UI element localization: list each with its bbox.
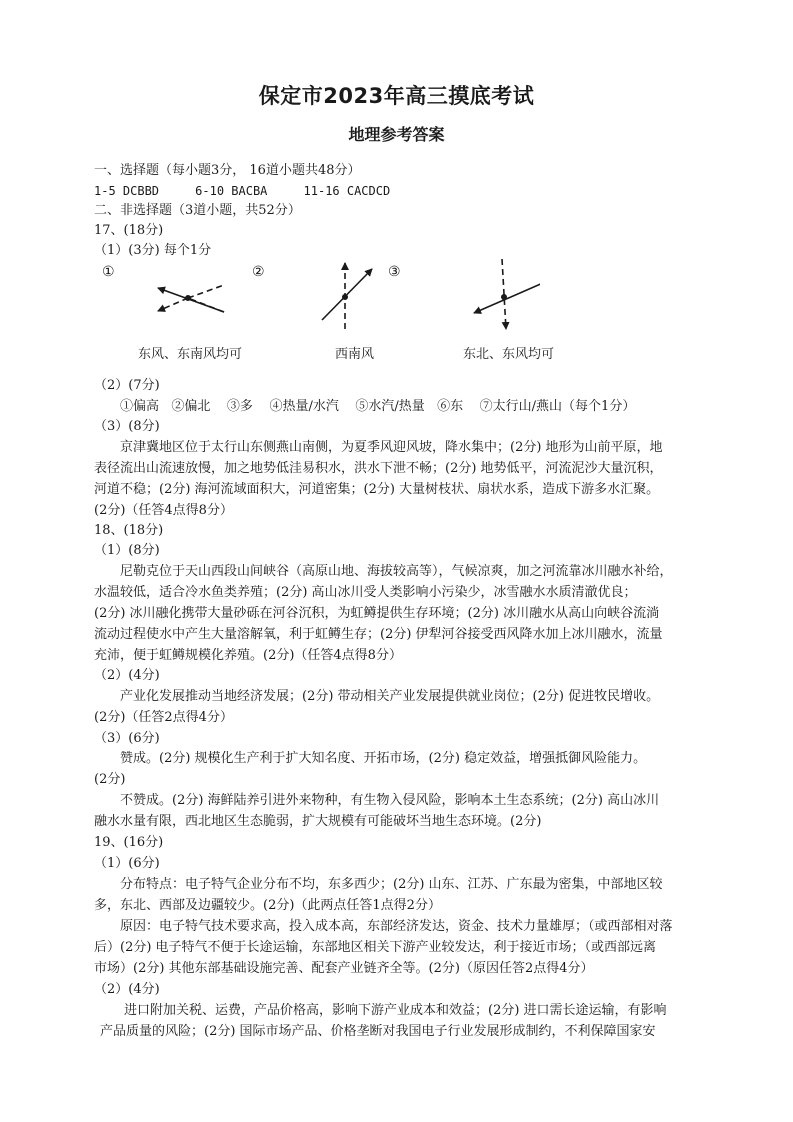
q18-heading: 18、(18分) xyxy=(94,523,164,538)
q18-part2-line: (2分)（任答2点得4分） xyxy=(94,710,233,725)
q17-part3-line: 表径流出山流速放慢，加之地势低洼易积水，洪水下泄不畅；(2分) 地势低平，河流泥沙大量沉积， xyxy=(94,461,663,476)
diagram-num-1: ① xyxy=(102,264,115,280)
q19-part2-line: 产品质量的风险；(2分) 国际市场产品、价格垄断对我国电子行业发展形成制约，不利保障国家安 xyxy=(100,1024,656,1039)
q18-part3-line: 融水水量有限，西北地区生态脆弱，扩大规模有可能破坏当地生态环境。(2分) xyxy=(94,814,542,829)
section1-heading: 一、选择题（每小题3分， 16道小题共48分） xyxy=(94,163,361,178)
q17-part3-line: 京津冀地区位于太行山东侧燕山南侧，为夏季风迎风坡，降水集中；(2分) 地形为山前平原，地 xyxy=(120,440,663,455)
q18-part3-heading: （3）(6分) xyxy=(94,731,160,746)
q19-part1-line: 市场）(2分) 其他东部基础设施完善、配套产业链齐全等。(2分)（原因任答2点得4分） xyxy=(94,961,594,976)
q18-part3-line: (2分) xyxy=(94,772,126,787)
q19-part1-line: 后）(2分) 电子特气不便于长途运输，东部地区相关下游产业较发达，利于接近市场；（或西部远离 xyxy=(94,940,657,955)
q18-part1-line: 流动过程使水中产生大量溶解氧，利于虹鳟生存；(2分) 伊犁河谷接受西风降水加上冰川融水，流量 xyxy=(94,627,663,642)
q19-part2-heading: （2）(4分) xyxy=(94,982,160,997)
wind-direction-diagram xyxy=(140,255,540,335)
diagram-num-3: ③ xyxy=(388,264,401,280)
q17-part1-heading: （1）(3分) 每个1分 xyxy=(94,243,212,258)
q18-part1-line: 尼勒克位于天山西段山间峡谷（高原山地、海拔较高等），气候凉爽，加之河流靠冰川融水补给， xyxy=(120,564,673,579)
q19-part1-line: 分布特点：电子特气企业分布不均，东多西少；(2分) 山东、江苏、广东最为密集，中部地区较 xyxy=(120,877,663,892)
wind-arrow-2 xyxy=(322,263,372,329)
page-subtitle: 地理参考答案 xyxy=(348,125,445,144)
q17-part3-heading: （3）(8分) xyxy=(94,419,160,434)
q19-heading: 19、(16分) xyxy=(94,835,164,850)
wind-arrow-3 xyxy=(474,259,540,329)
q19-part1-heading: （1）(6分) xyxy=(94,856,160,871)
q17-part3-line: (2分)（任答4点得8分） xyxy=(94,503,233,518)
q18-part1-line: 水温较低，适合冷水鱼类养殖；(2分) 高山冰川受人类影响小污染少，冰雪融水水质清澈优良； xyxy=(94,585,637,600)
q17-part2-heading: （2）(7分) xyxy=(94,378,160,393)
section2-heading: 二、非选择题（3道小题，共52分） xyxy=(94,203,301,218)
q18-part3-line: 赞成。(2分) 规模化生产利于扩大知名度、开拓市场，(2分) 稳定效益，增强抵御风险能力。 xyxy=(120,751,647,766)
q18-part3-line: 不赞成。(2分) 海鲜陆养引进外来物种，有生物入侵风险，影响本土生态系统；(2分) 高山冰川 xyxy=(120,793,660,808)
q19-part1-line: 多，东北、西部及边疆较少。(2分)（此两点任答1点得2分） xyxy=(94,898,441,913)
q17-heading: 17、(18分) xyxy=(94,223,164,238)
q18-part1-line: (2分) 冰川融化携带大量砂砾在河谷沉积，为虹鳟提供生存环境；(2分) 冰川融水从高山向峡谷流淌 xyxy=(94,606,660,621)
diagram-label-1: 东风、东南风均可 xyxy=(138,347,243,362)
diagram-num-2: ② xyxy=(252,264,265,280)
wind-arrow-1 xyxy=(158,285,224,312)
diagram-label-2: 西南风 xyxy=(335,347,375,362)
q18-part1-line: 充沛，便于虹鳟规模化养殖。(2分)（任答4点得8分） xyxy=(94,648,402,663)
section1-answers: 1-5 DCBBD 6-10 BACBA 11-16 CACDCD xyxy=(94,184,391,198)
q17-part3-line: 河道不稳；(2分) 海河流域面积大，河道密集；(2分) 大量树枝状、扇状水系，造成下游多水汇聚。 xyxy=(94,482,660,497)
q17-part2-answers: ①偏高 ②偏北 ③多 ④热量/水汽 ⑤水汽/热量 ⑥东 ⑦太行山/燕山（每个1分） xyxy=(120,399,636,414)
page-title: 保定市2023年高三摸底考试 xyxy=(258,84,535,108)
q18-part2-line: 产业化发展推动当地经济发展；(2分) 带动相关产业发展提供就业岗位；(2分) 促进牧民增收。 xyxy=(120,689,660,704)
q18-part1-heading: （1）(8分) xyxy=(94,543,160,558)
q19-part2-line: 进口附加关税、运费，产品价格高，影响下游产业成本和效益；(2分) 进口需长途运输，有影响 xyxy=(124,1003,667,1018)
q18-part2-heading: （2）(4分) xyxy=(94,668,160,683)
diagram-label-3: 东北、东风均可 xyxy=(463,347,555,362)
q19-part1-line: 原因：电子特气技术要求高，投入成本高，东部经济发达，资金、技术力量雄厚；（或西部相对落 xyxy=(120,919,673,934)
